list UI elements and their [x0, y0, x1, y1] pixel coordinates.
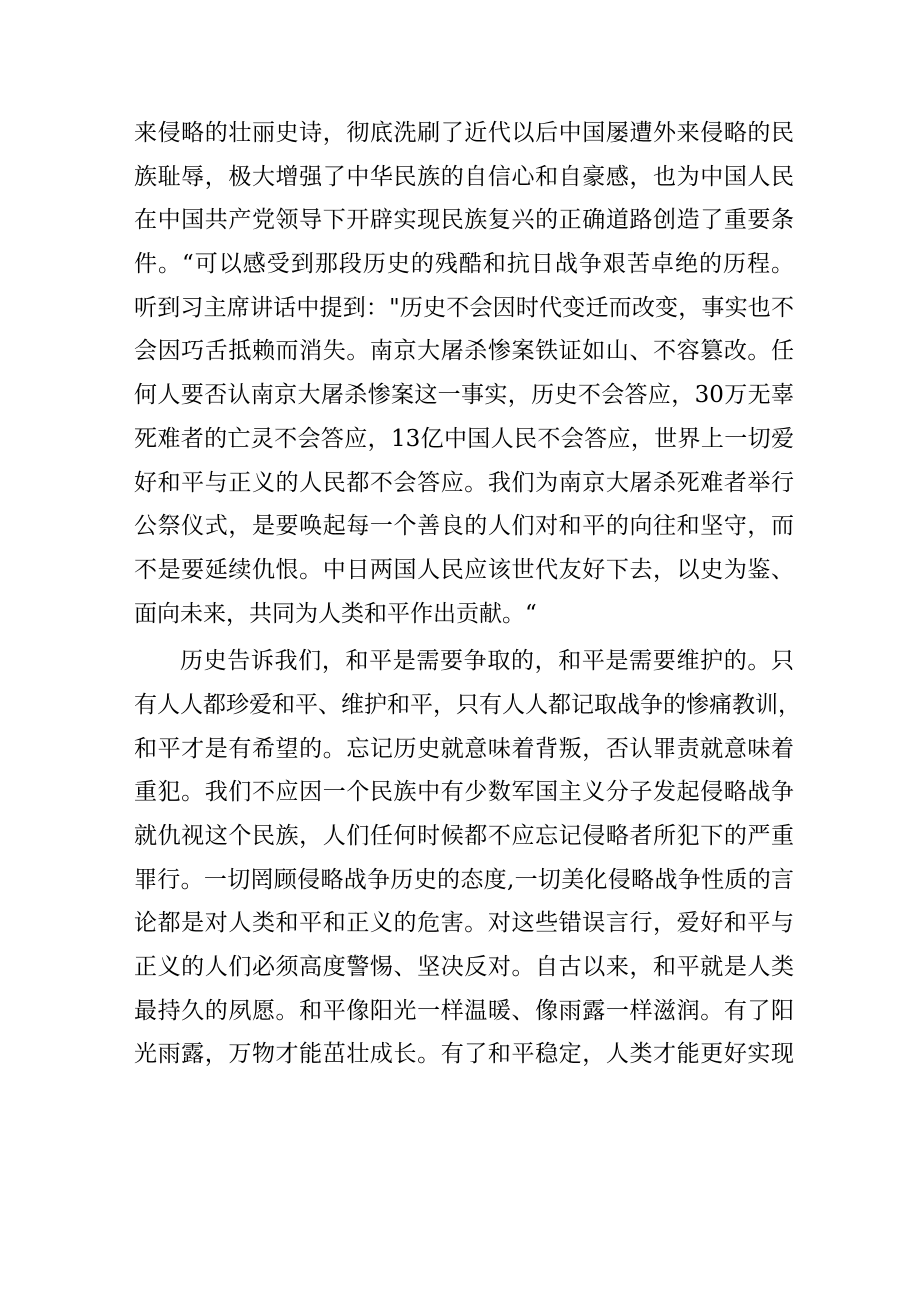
- text-line: 论都是对人类和平和正义的危害。对这些错误言行，爱好和平与: [134, 910, 794, 937]
- text-line: 面向未来，共同为人类和平作出贡献。“: [134, 600, 537, 627]
- text-line: 在中国共产党领导下开辟实现民族复兴的正确道路创造了重要条: [134, 207, 794, 234]
- text-line: 罪行。一切罔顾侵略战争历史的态度,一切美化侵略战争性质的言: [134, 866, 794, 893]
- text-line: 最持久的夙愿。和平像阳光一样温暖、像雨露一样滋润。有了阳: [134, 997, 794, 1024]
- paragraph-2: [134, 640, 801, 1077]
- text-line: 公祭仪式，是要唤起每一个善良的人们对和平的向往和坚守，而: [134, 513, 794, 540]
- text-line: 族耻辱，极大增强了中华民族的自信心和自豪感，也为中国人民: [134, 163, 794, 190]
- text-line: 何人要否认南京大屠杀惨案这一事实，历史不会答应，30万无辜: [134, 382, 794, 409]
- text-line: 重犯。我们不应因一个民族中有少数军国主义分子发起侵略战争: [134, 779, 794, 806]
- text-line: 有人人都珍爱和平、维护和平，只有人人都记取战争的惨痛教训，: [134, 691, 801, 718]
- paragraph-1: [134, 112, 794, 636]
- text-line: 听到习主席讲话中提到："历史不会因时代变迁而改变，事实也不: [134, 294, 794, 321]
- text-line: 死难者的亡灵不会答应，13亿中国人民不会答应，世界上一切爱: [134, 425, 794, 452]
- text-line: 历史告诉我们，和平是需要争取的，和平是需要维护的。只: [180, 648, 794, 675]
- text-line: 件。“可以感受到那段历史的残酷和抗日战争艰苦卓绝的历程。: [134, 251, 794, 278]
- text-line: 来侵略的壮丽史诗，彻底洗刷了近代以后中国屡遭外来侵略的民: [134, 120, 794, 146]
- text-line: 和平才是有希望的。忘记历史就意味着背叛，否认罪责就意味着: [134, 735, 794, 762]
- text-line: 不是要延续仇恨。中日两国人民应该世代友好下去，以史为鉴、: [134, 556, 794, 583]
- text-line: 正义的人们必须高度警惕、坚决反对。自古以来，和平就是人类: [134, 954, 794, 981]
- text-line: 好和平与正义的人民都不会答应。我们为南京大屠杀死难者举行: [134, 469, 794, 496]
- document-body: [134, 112, 801, 1077]
- text-line: 光雨露，万物才能茁壮成长。有了和平稳定，人类才能更好实现: [134, 1041, 794, 1068]
- text-line: 就仇视这个民族，人们任何时候都不应忘记侵略者所犯下的严重: [134, 823, 794, 849]
- text-line: 会因巧舌抵赖而消失。南京大屠杀惨案铁证如山、不容篡改。任: [134, 338, 794, 365]
